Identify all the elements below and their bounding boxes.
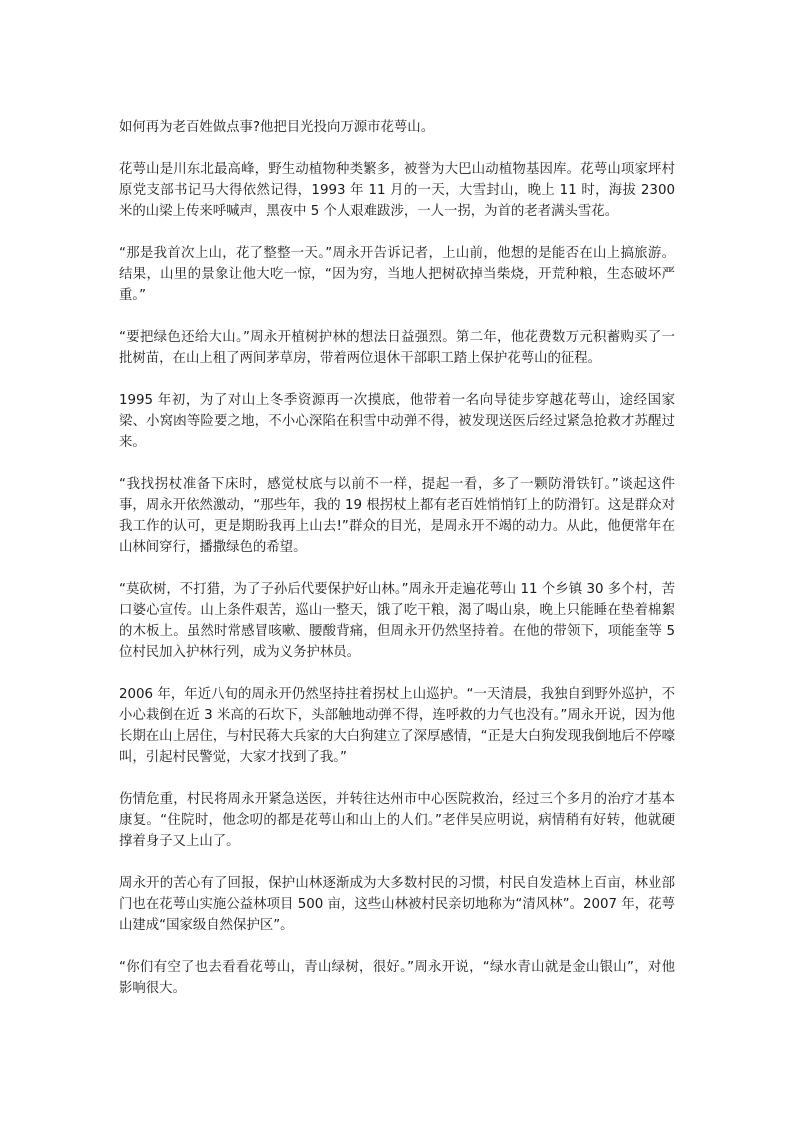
paragraph: 花萼山是川东北最高峰，野生动植物种类繁多，被誉为大巴山动植物基因库。花萼山项家坪村原党支部书记马大得依然记得，1993 年 11 月的一天，大雪封山，晚上 11 时，海拔 2300 米的山梁上传来呼喊声，黑夜中 5 个人艰难跋涉，一人一拐，为首的老者满头雪花。 [119, 162, 675, 219]
paragraph: “我找拐杖准备下床时，感觉杖底与以前不一样，提起一看，多了一颗防滑铁钉。”谈起这件事，周永开依然激动，“那些年，我的 19 根拐杖上都有老百姓悄悄钉上的防滑钉。这是群众对我工作的认可，更是期盼我再上山去!”群众的目光，是周永开不竭的动力。从此，他便常年在山林间穿行，播撒绿色的希望。 [119, 477, 675, 555]
paragraph: 伤情危重，村民将周永开紧急送医，并转往达州市中心医院救治，经过三个多月的治疗才基本康复。“住院时，他念叨的都是花萼山和山上的人们。”老伴吴应明说，病情稍有好转，他就硬撑着身子又上山了。 [119, 792, 675, 849]
paragraph: 2006 年，年近八旬的周永开仍然坚持拄着拐杖上山巡护。“一天清晨，我独自到野外巡护，不小心栽倒在近 3 米高的石坎下，头部触地动弹不得，连呼救的力气也没有。”周永开说，因为他长期在山上居住，与村民蒋大兵家的大白狗建立了深厚感情，“正是大白狗发现我倒地后不停嚎叫，引起村民警觉，大家才找到了我。” [119, 687, 675, 765]
paragraph: “那是我首次上山，花了整整一天。”周永开告诉记者，上山前，他想的是能否在山上搞旅游。结果，山里的景象让他大吃一惊，“因为穷，当地人把树砍掉当柴烧，开荒种粮，生态破坏严重。” [119, 246, 675, 303]
paragraph: “要把绿色还给大山。”周永开植树护林的想法日益强烈。第二年，他花费数万元积蓄购买了一批树苗，在山上租了两间茅草房，带着两位退休干部职工踏上保护花萼山的征程。 [119, 330, 675, 366]
paragraph: 周永开的苦心有了回报，保护山林逐渐成为大多数村民的习惯，村民自发造林上百亩，林业部门也在花萼山实施公益林项目 500 亩，这些山林被村民亲切地称为“清风林”。2007 年，花萼山建成“国家级自然保护区”。 [119, 876, 675, 933]
article-body [119, 117, 675, 1020]
paragraph: 如何再为老百姓做点事?他把目光投向万源市花萼山。 [119, 120, 435, 135]
paragraph: 1995 年初，为了对山上冬季资源再一次摸底，他带着一名向导徒步穿越花萼山，途经国家梁、小窝凼等险要之地，不小心深陷在积雪中动弹不得，被发现送医后经过紧急抢救才苏醒过来。 [119, 393, 675, 450]
paragraph: “你们有空了也去看看花萼山，青山绿树，很好。”周永开说，“绿水青山就是金山银山”，对他影响很大。 [119, 960, 675, 996]
paragraph: “莫砍树，不打猎，为了子孙后代要保护好山林。”周永开走遍花萼山 11 个乡镇 30 多个村，苦口婆心宣传。山上条件艰苦，巡山一整天，饿了吃干粮，渴了喝山泉，晚上只能睡在垫着棉絮的木板上。虽然时常感冒咳嗽、腰酸背痛，但周永开仍然坚持着。在他的带领下，项能奎等 5 位村民加入护林行列，成为义务护林员。 [119, 582, 675, 660]
